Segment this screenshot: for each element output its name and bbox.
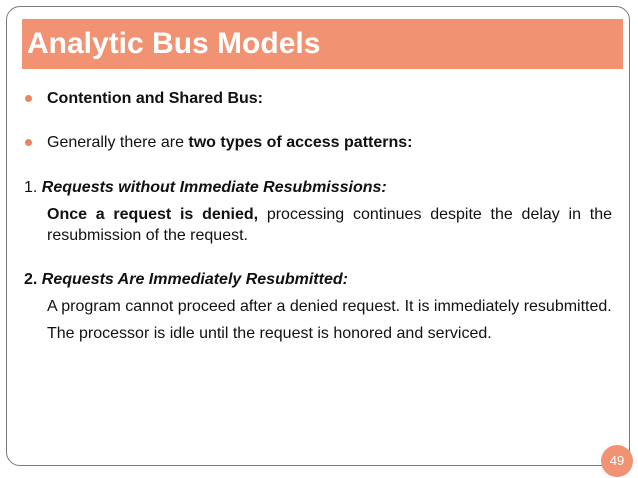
section-2-number: 2. — [24, 271, 42, 288]
slide-content — [24, 88, 612, 344]
section-2-paragraph-2 — [24, 323, 612, 344]
bullet-contention-text: Contention and Shared Bus: — [47, 90, 263, 107]
section-1-number: 1. — [24, 179, 42, 196]
section-2-title: Requests Are Immediately Resubmitted: — [41, 271, 348, 288]
bullet-contention — [24, 88, 612, 109]
section-1-text: processing continues despite the delay in the resubmission of the request. — [47, 206, 613, 244]
page-number-badge: 49 — [601, 445, 633, 477]
slide-title: Analytic Bus Models — [27, 27, 321, 60]
section-2-heading — [24, 269, 612, 290]
bullet-dot-icon — [25, 139, 32, 146]
section-1-paragraph — [24, 204, 612, 246]
section-2-text-1: A program cannot proceed after a denied request. It is immediately resubmitted. — [47, 298, 612, 315]
section-1-heading — [24, 177, 612, 198]
bullet-dot-icon — [25, 95, 32, 102]
bullet-access-patterns — [24, 132, 612, 153]
section-2-text-2: The processor is idle until the request is honored and serviced. — [47, 325, 492, 342]
title-bar — [22, 19, 623, 69]
bullet-access-patterns-text: Generally there are — [47, 134, 189, 151]
section-2-paragraph-1 — [24, 296, 612, 317]
bullet-access-patterns-bold: two types of access patterns: — [188, 134, 413, 151]
section-1-lead: Once a request is denied, — [47, 206, 259, 223]
section-1-title: Requests without Immediate Resubmissions: — [41, 179, 387, 196]
